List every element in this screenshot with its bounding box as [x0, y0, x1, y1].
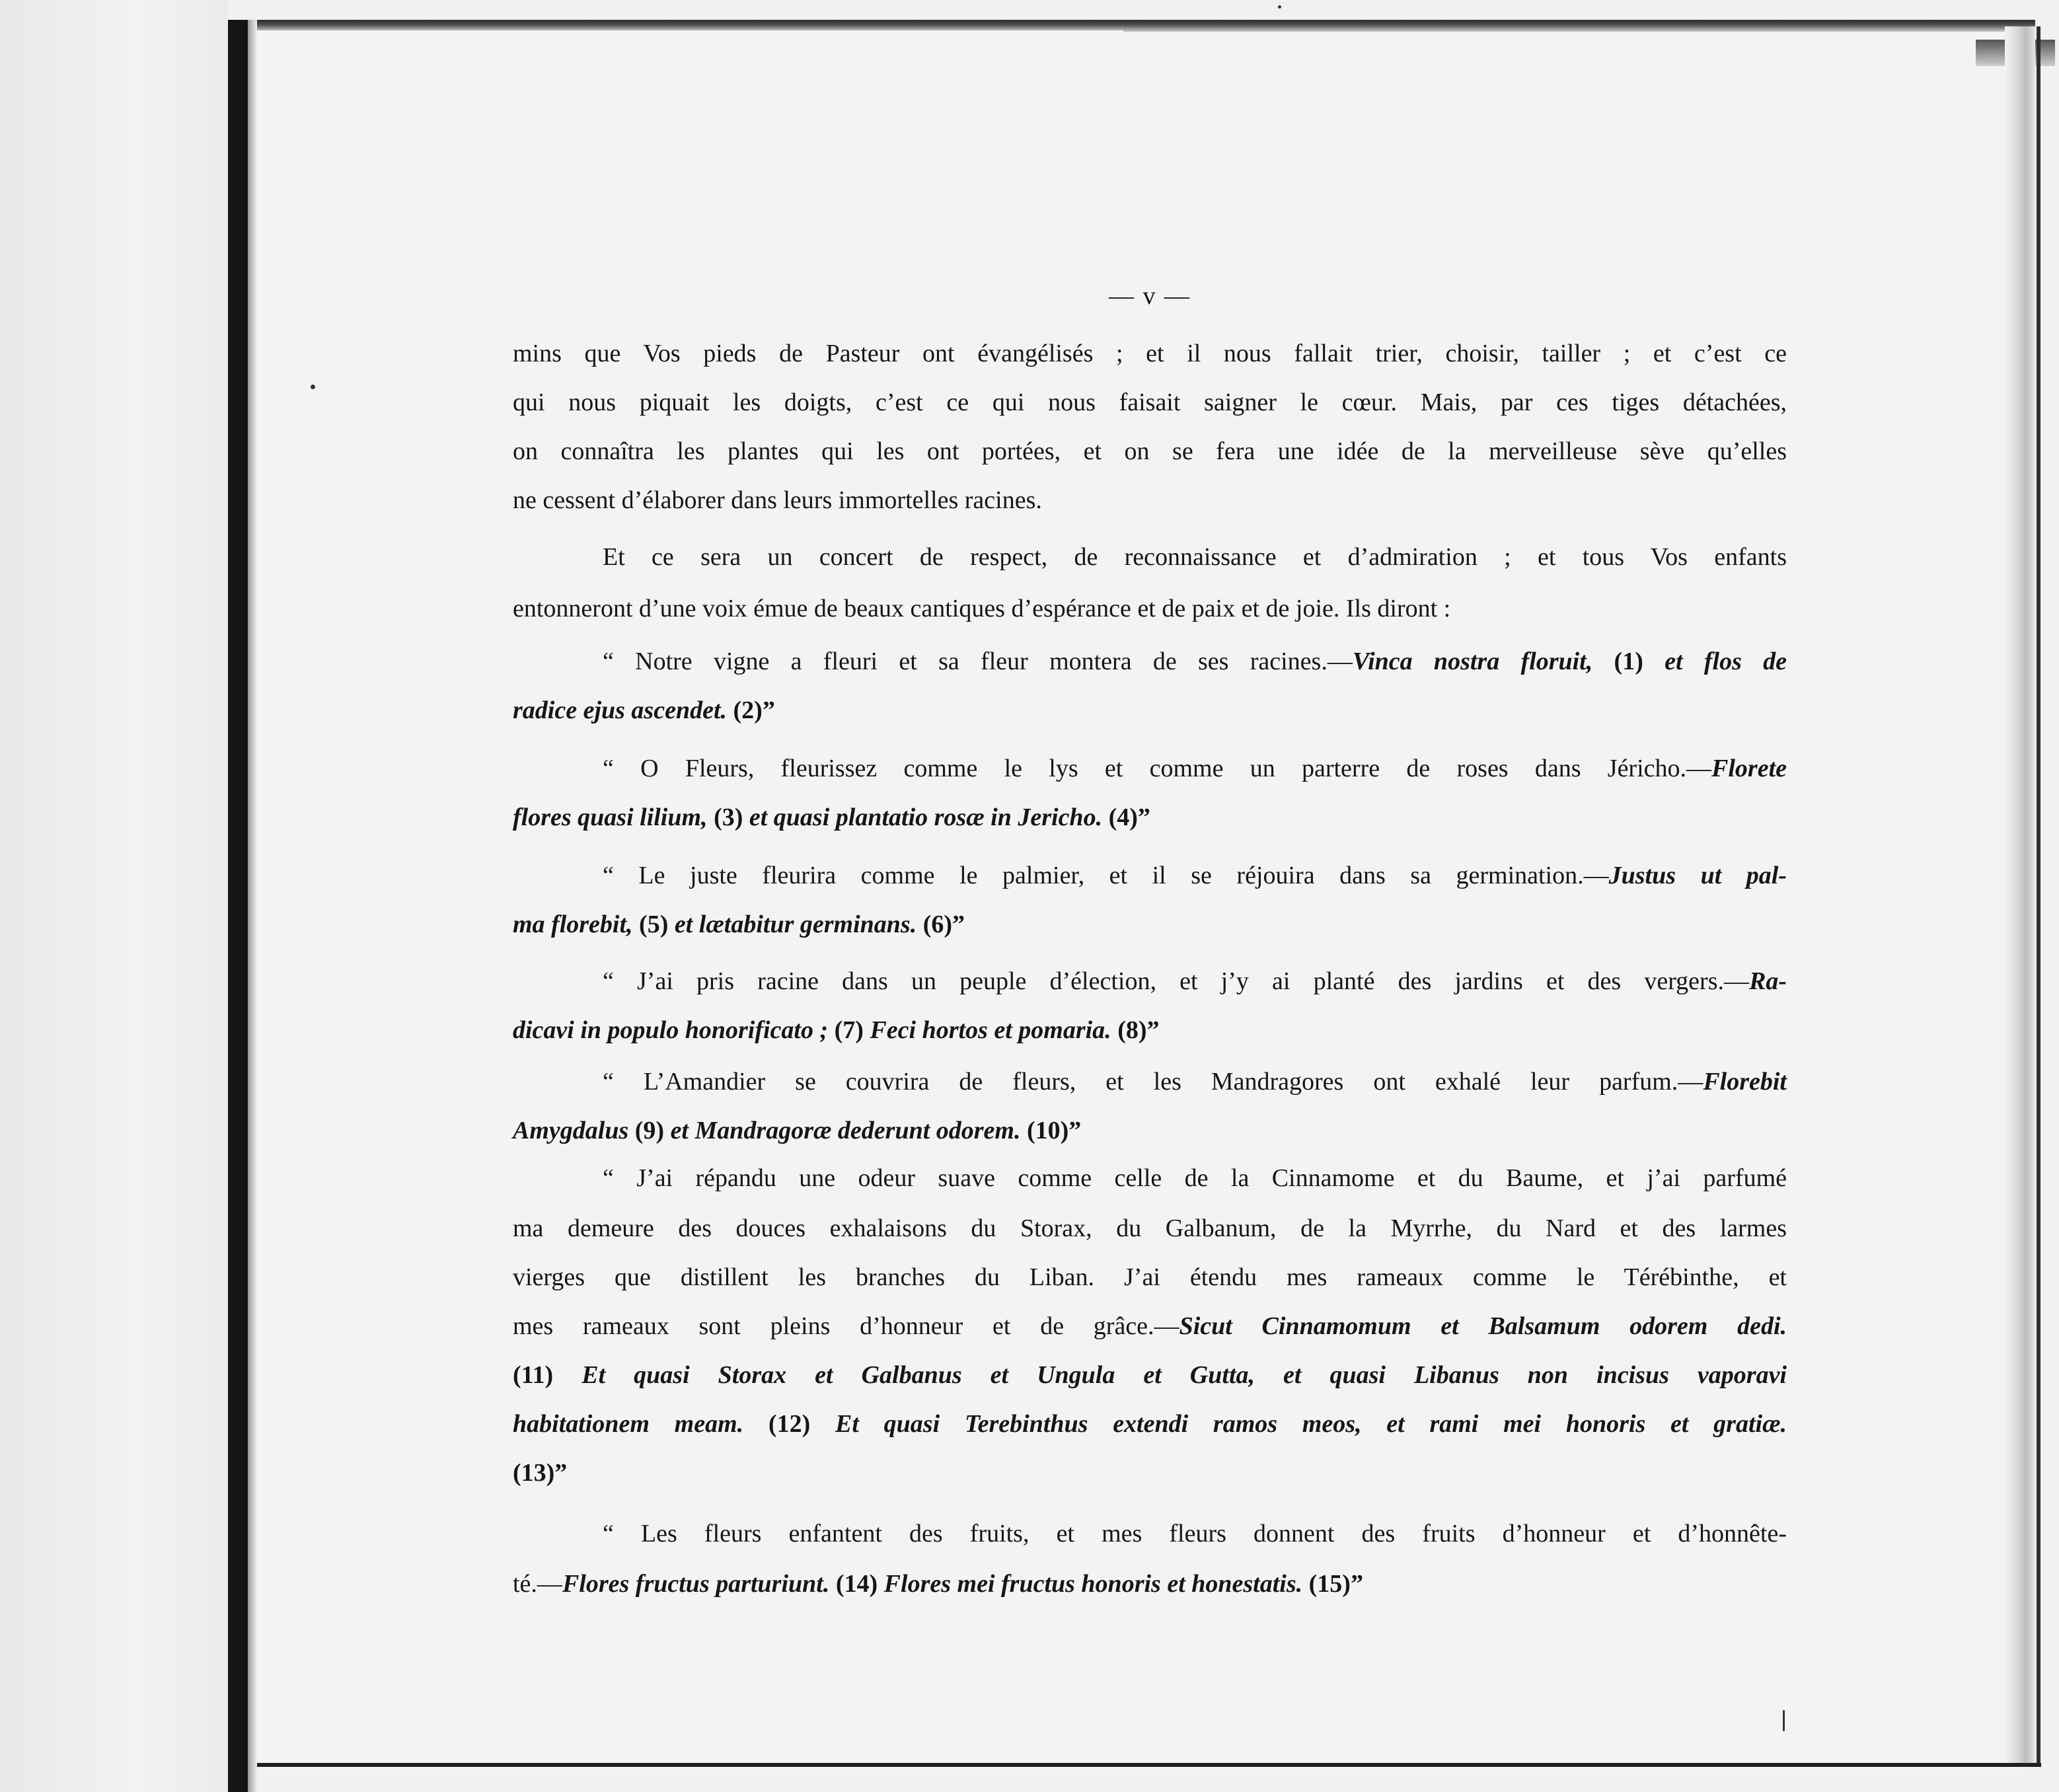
latin-text: et lætabitur germinans.: [674, 911, 917, 938]
quote-line: vierges que distillent les branches du Liban. J’ai étendu mes rameaux comme le Térébinthe, et: [513, 1263, 1787, 1291]
page-top-edge-shadow: [1123, 25, 2035, 32]
quote-line: [513, 686, 1787, 735]
latin-text: Flores fructus parturiunt.: [562, 1570, 830, 1598]
latin-text: Feci hortos et pomaria.: [870, 1016, 1111, 1044]
quote-line: [513, 1400, 1787, 1448]
quote-line: [513, 1448, 1787, 1497]
book-spine: [228, 20, 248, 1792]
latin-text: Florete: [1711, 755, 1787, 782]
footnote-ref: (3): [714, 803, 743, 831]
latin-text: flores quasi lilium,: [513, 803, 708, 831]
quote-line: [603, 851, 1787, 900]
french-text: “ O Fleurs, fleurissez comme le lys et comme un parterre de roses dans Jéricho.—: [603, 755, 1712, 782]
text-line: ne cessent d’élaborer dans leurs immortelles racines.: [513, 486, 1042, 514]
footnote-ref: (12): [768, 1410, 811, 1438]
quote-line: “ Les fleurs enfantent des fruits, et mes fleurs donnent des fruits d’honneur et d’honnête-: [603, 1520, 1787, 1548]
latin-text: Florebit: [1703, 1068, 1787, 1096]
french-text: “ L’Amandier se couvrira de fleurs, et les Mandragores ont exhalé leur parfum.—: [603, 1068, 1703, 1096]
facing-page-margin: [0, 0, 228, 1792]
quote-line: [603, 1057, 1787, 1106]
footnote-ref: (14): [835, 1570, 878, 1598]
french-text: mes rameaux sont pleins d’honneur et de grâce.—: [513, 1312, 1179, 1340]
footnote-ref: (6)”: [922, 911, 965, 938]
footnote-ref: (10)”: [1026, 1117, 1082, 1144]
latin-text: Flores mei fructus honoris et honestatis.: [883, 1570, 1303, 1598]
page-right-edge: [2005, 26, 2035, 1764]
page-bottom-edge: [257, 1763, 2041, 1767]
footnote-ref: (13)”: [513, 1459, 568, 1487]
page-right-edge-line: [2037, 26, 2040, 1764]
latin-text: ma florebit,: [513, 911, 633, 938]
latin-text: et Mandragoræ dederunt odorem.: [670, 1117, 1021, 1144]
text-line: mins que Vos pieds de Pasteur ont évangélisés ; et il nous fallait trier, choisir, tailler ; et c’est ce: [513, 340, 1787, 367]
footnote-ref: (9): [634, 1117, 665, 1144]
quote-line: [513, 1106, 1787, 1155]
french-text: “ Notre vigne a fleuri et sa fleur montera de ses racines.—: [603, 648, 1353, 675]
book-spine-shadow: [248, 20, 257, 1792]
latin-text: radice ejus ascendet.: [513, 696, 728, 724]
text-line: qui nous piquait les doigts, c’est ce qui nous faisait saigner le cœur. Mais, par ces tiges détachées,: [513, 389, 1787, 416]
french-text: “ Le juste fleurira comme le palmier, et il se réjouira dans sa germination.—: [603, 862, 1609, 889]
latin-text: dicavi in populo honorificato ;: [513, 1016, 829, 1044]
footnote-ref: (8)”: [1117, 1016, 1160, 1044]
footnote-ref: (7): [834, 1016, 864, 1044]
quote-line: “ J’ai répandu une odeur suave comme celle de la Cinnamome et du Baume, et j’ai parfumé: [603, 1164, 1787, 1192]
footnote-ref: (15)”: [1308, 1570, 1363, 1598]
footnote-ref: (1): [1614, 648, 1643, 675]
quote-line: [513, 900, 1787, 949]
quote-line: [603, 637, 1787, 686]
latin-text: et flos de: [1665, 648, 1787, 675]
latin-text: Vinca nostra floruit,: [1352, 648, 1593, 675]
quote-line: [513, 1302, 1787, 1351]
latin-text: et quasi plantatio rosæ in Jericho.: [749, 803, 1103, 831]
latin-text: Ra-: [1749, 967, 1787, 995]
scan-speck: [1278, 5, 1281, 9]
quote-line: [513, 1006, 1787, 1055]
quote-line: [513, 1559, 1787, 1608]
quote-line: ma demeure des douces exhalaisons du Storax, du Galbanum, de la Myrrhe, du Nard et des larmes: [513, 1214, 1787, 1242]
scan-speck: [311, 385, 315, 389]
footnote-ref: (4)”: [1108, 803, 1150, 831]
running-head-page-number: — v —: [1109, 282, 1191, 310]
french-text: “ J’ai pris racine dans un peuple d’élection, et j’y ai planté des jardins et des vergers.—: [603, 967, 1749, 995]
text-line: entonneront d’une voix émue de beaux cantiques d’espérance et de paix et de joie. Ils diront :: [513, 595, 1451, 622]
quote-line: [603, 744, 1787, 793]
text-line: Et ce sera un concert de respect, de reconnaissance et d’admiration ; et tous Vos enfants: [603, 543, 1787, 571]
quote-line: [603, 957, 1787, 1006]
latin-text: Justus ut pal-: [1608, 862, 1787, 889]
quote-line: [513, 793, 1787, 842]
latin-text: Sicut Cinnamomum et Balsamum odorem dedi.: [1179, 1312, 1787, 1340]
french-text: té.—: [513, 1570, 562, 1598]
text-line: on connaîtra les plantes qui les ont portées, et on se fera une idée de la merveilleuse sève qu’elles: [513, 437, 1787, 465]
latin-text: Et quasi Storax et Galbanus et Ungula et Gutta, et quasi Libanus non incisus vaporavi: [581, 1361, 1787, 1389]
footnote-ref: (11): [513, 1361, 554, 1389]
footnote-ref: (5): [639, 911, 669, 938]
latin-text: habitationem meam.: [513, 1410, 744, 1438]
quote-line: [513, 1351, 1787, 1400]
latin-text: Et quasi Terebinthus extendi ramos meos, et rami mei honoris et gratiæ.: [835, 1410, 1787, 1438]
scan-speck: [1783, 1710, 1785, 1731]
latin-text: Amygdalus: [513, 1117, 629, 1144]
footnote-ref: (2)”: [733, 696, 775, 724]
